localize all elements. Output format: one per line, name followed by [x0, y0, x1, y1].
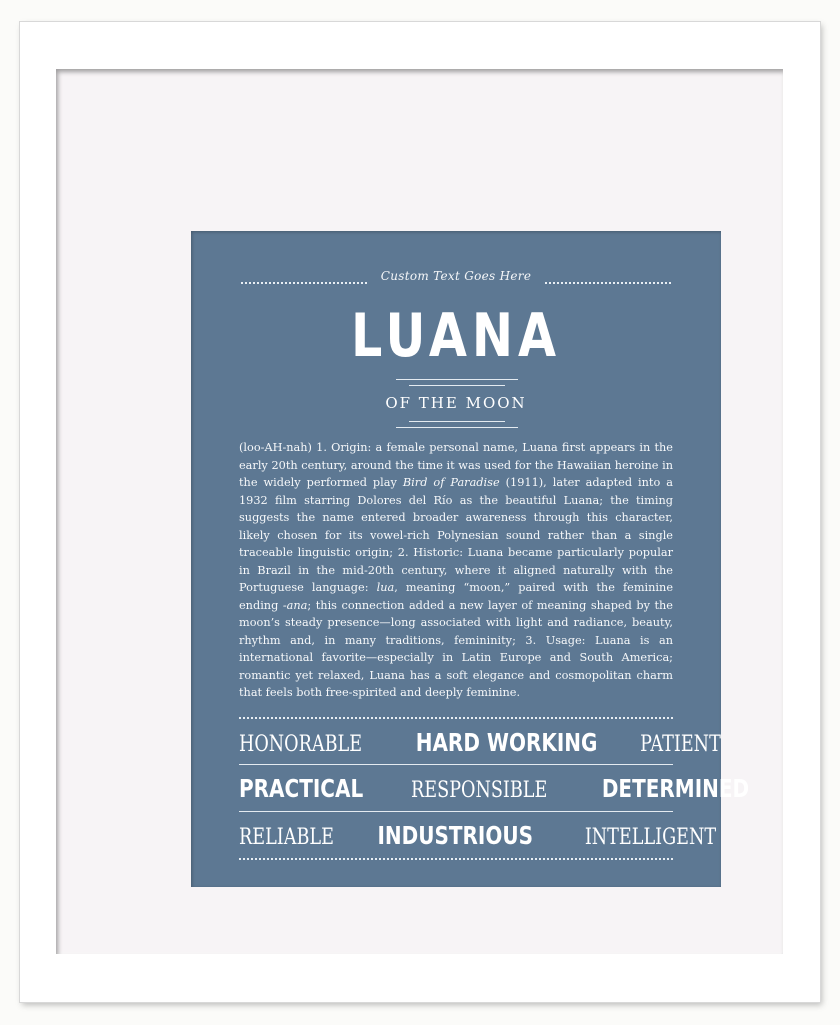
trait-word: DETERMINED [601, 774, 749, 803]
traits-rule-1 [239, 764, 673, 765]
description-meaning: , meaning “moon,” paired with the feminine ending [239, 581, 674, 612]
trait-word: HARD WORKING [415, 728, 598, 757]
name-title: LUANA [351, 301, 561, 371]
pronunciation: (loo-AH-nah) [239, 441, 312, 454]
custom-text: Custom Text Goes Here [380, 269, 532, 283]
traits-row-1 [239, 726, 721, 760]
trait-word: RELIABLE [239, 825, 334, 850]
word-lua: lua [376, 581, 395, 594]
trait-word: RESPONSIBLE [411, 778, 548, 803]
traits-dotted-divider-bottom [239, 858, 673, 860]
name-description [239, 439, 673, 702]
traits-dotted-divider-top [239, 717, 673, 719]
top-right-dotted-divider [545, 282, 671, 284]
picture-frame [20, 22, 820, 1002]
description-usage: ; this connection added a new layer of meaning shaped by the moon’s steady presence—long associated with light and radiance, beauty, rhythm and, in many traditions, femininity; 3. Usage: Luana is an international favorite—especially in Latin Europe and South America; romantic yet relaxed, Luana has a soft elegance and cosmopolitan charm that feels both free-spirited and deeply feminine. [239, 598, 673, 699]
trait-word: PRACTICAL [239, 774, 364, 803]
name-meaning: OF THE MOON [385, 394, 527, 412]
trait-word: INTELLIGENT [584, 825, 717, 850]
meaning-rule-bottom-1 [409, 421, 505, 422]
trait-word: PATIENT [640, 732, 721, 757]
traits-rule-2 [239, 811, 673, 812]
trait-word: INDUSTRIOUS [377, 821, 533, 850]
meaning-rule-top-2 [409, 385, 505, 386]
name-art-print [191, 231, 749, 887]
play-title: Bird of Paradise [402, 476, 500, 489]
description-historic: (1911), later adapted into a 1932 film starring Dolores del Río as the beautiful Luana; the timing suggests the name entered broader awareness through this character, likely chosen for its vowel-rich Polynesian sound rather than a single traceable linguistic origin; 2. Historic: Luana became particularly popular in Brazil in the mid-20th century, where it aligned naturally with the Portuguese language: [239, 476, 673, 594]
description-origin: 1. Origin: a female personal name, Luana first appears in the early 20th century, around the time it was used for the Hawaiian heroine in the widely performed play [239, 441, 673, 489]
traits-row-3 [239, 819, 717, 853]
traits-row-2 [239, 772, 749, 806]
meaning-rule-bottom-2 [396, 427, 518, 428]
word-ana: -ana [282, 598, 308, 612]
mat-board [56, 69, 783, 954]
meaning-rule-top-1 [396, 379, 518, 380]
trait-word: HONORABLE [239, 732, 363, 757]
